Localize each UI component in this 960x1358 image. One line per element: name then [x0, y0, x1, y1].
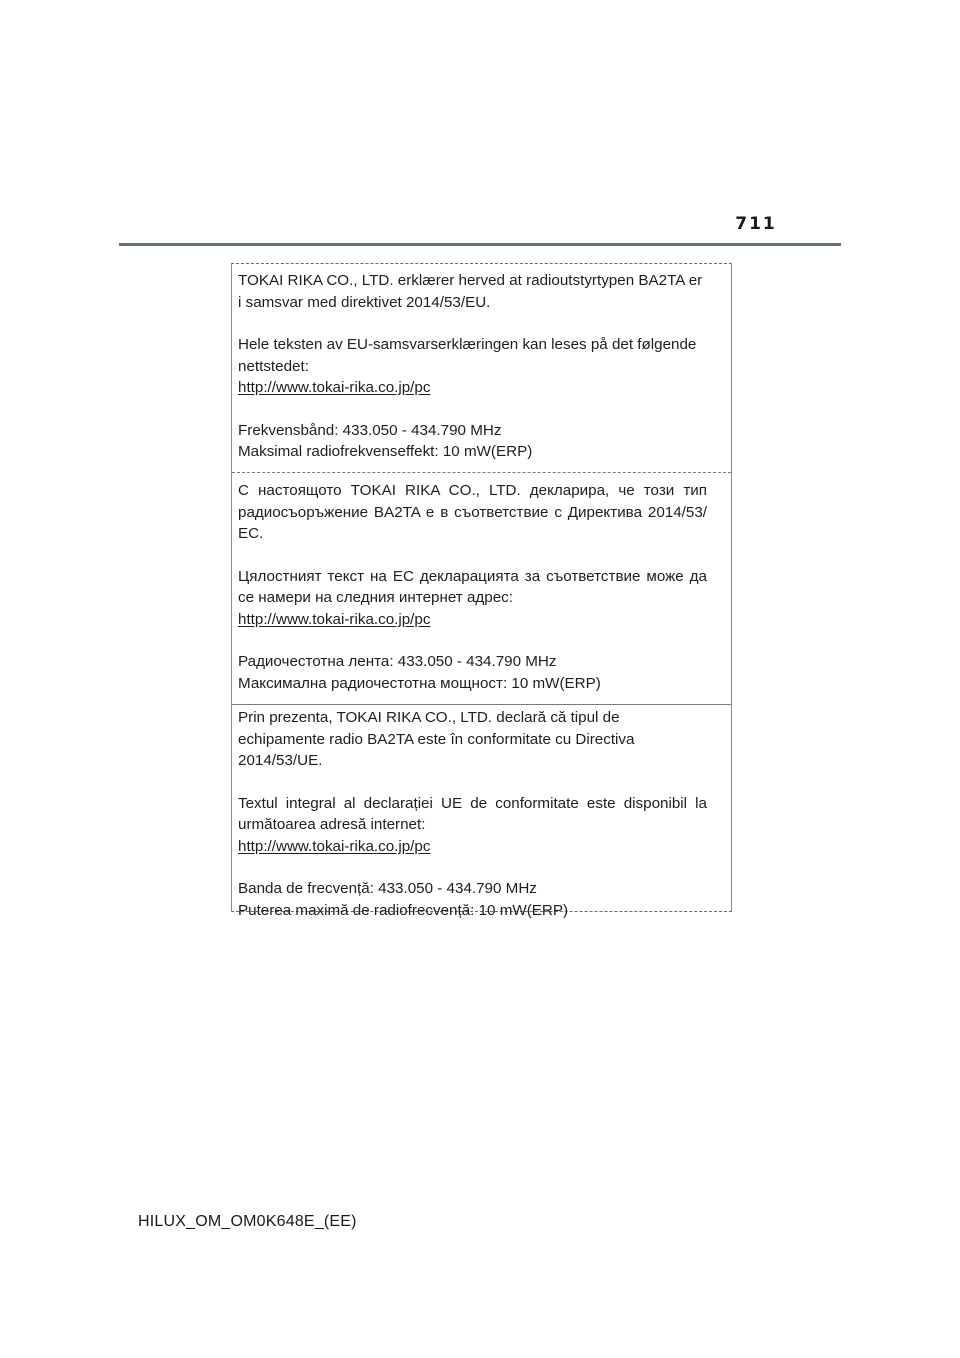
- declaration-max-power: Puterea maximă de radiofrecvență: 10 mW(ERP): [238, 901, 569, 919]
- declaration-norwegian: [232, 270, 731, 471]
- declaration-frequency: Frekvensbånd: 433.050 - 434.790 MHz: [238, 421, 502, 439]
- declaration-bulgarian: [232, 472, 731, 703]
- page-number: 711: [735, 214, 777, 234]
- declaration-url-link[interactable]: http://www.tokai-rika.co.jp/pc: [238, 610, 431, 628]
- declaration-fulltext-intro: Textul integral al declarației UE de conformitate este disponibil la următoarea adresă internet:: [238, 794, 707, 833]
- header-rule: [119, 243, 841, 246]
- declaration-box: [231, 263, 732, 919]
- declaration-url-link[interactable]: http://www.tokai-rika.co.jp/pc: [238, 837, 431, 855]
- declaration-statement: TOKAI RIKA CO., LTD. erklærer herved at radioutstyrtypen BA2TA er i samsvar med direktivet 2014/53/EU.: [238, 272, 703, 311]
- document-footer-code: HILUX_OM_OM0K648E_(EE): [138, 1213, 357, 1230]
- declaration-romanian: [232, 704, 731, 919]
- declaration-fulltext-intro: Hele teksten av EU-samsvarserklæringen kan leses på det følgende nettstedet:: [238, 336, 697, 375]
- declaration-max-power: Maksimal radiofrekvenseffekt: 10 mW(ERP): [238, 443, 533, 460]
- declaration-fulltext-intro: Цялостният текст на ЕС декларацията за съответствие може да се намери на следния интернет адрес:: [238, 567, 707, 606]
- declaration-statement: С настоящото TOKAI RIKA CO., LTD. декларира, че този тип радиосъоръжение BA2TA е в съответствие с Директива 2014/53/ЕС.: [238, 482, 707, 542]
- declaration-url-link[interactable]: http://www.tokai-rika.co.jp/pc: [238, 379, 431, 396]
- declaration-max-power: Максимална радиочестотна мощност: 10 mW(ERP): [238, 674, 601, 692]
- declaration-frequency: Радиочестотна лента: 433.050 - 434.790 MHz: [238, 653, 557, 670]
- declaration-statement: Prin prezenta, TOKAI RIKA CO., LTD. declară că tipul de echipamente radio BA2TA este în conformitate cu Directiva 2014/53/UE.: [238, 709, 635, 769]
- declaration-frequency: Banda de frecvență: 433.050 - 434.790 MHz: [238, 880, 537, 897]
